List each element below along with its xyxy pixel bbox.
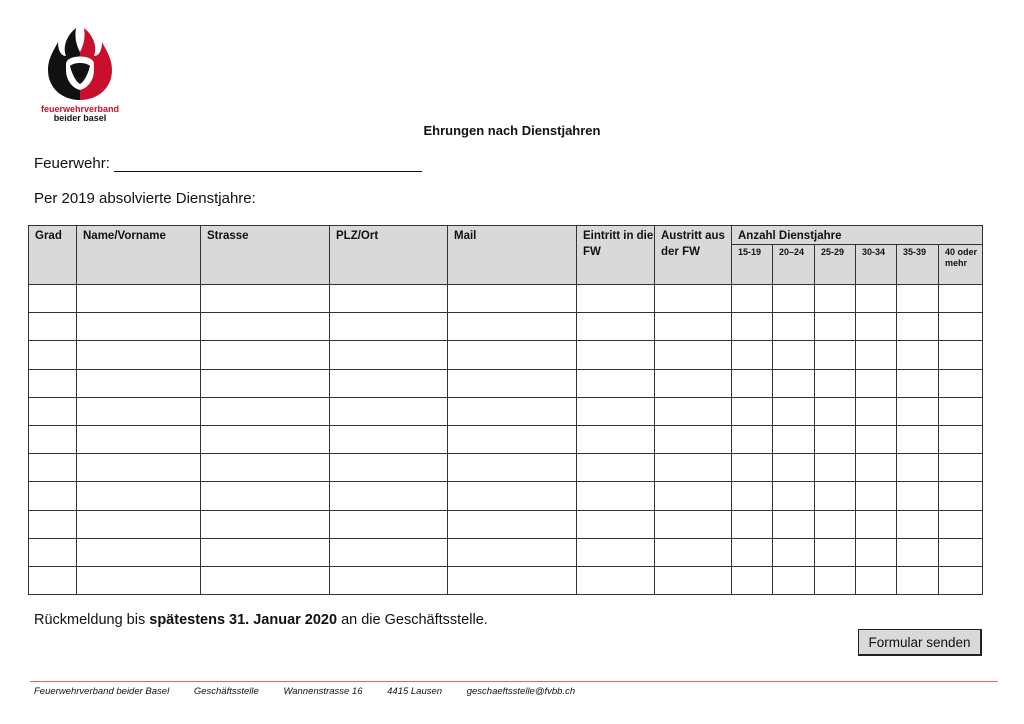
header-austritt: Austritt aus der FW (655, 226, 732, 285)
cell-strasse[interactable] (201, 538, 330, 566)
cell-name[interactable] (77, 369, 201, 397)
cell-plz-ort[interactable] (330, 425, 448, 453)
cell-mail[interactable] (448, 566, 577, 594)
cell-mail[interactable] (448, 285, 577, 313)
cell-years-35-39[interactable] (897, 538, 939, 566)
cell-years-40-plus[interactable] (939, 369, 983, 397)
cell-plz-ort[interactable] (330, 397, 448, 425)
cell-eintritt[interactable] (577, 510, 655, 538)
cell-years-20-24[interactable] (773, 285, 815, 313)
cell-austritt[interactable] (655, 341, 732, 369)
cell-years-35-39[interactable] (897, 482, 939, 510)
cell-years-30-34[interactable] (856, 397, 897, 425)
cell-years-30-34[interactable] (856, 510, 897, 538)
table-row (29, 397, 983, 425)
cell-mail[interactable] (448, 369, 577, 397)
logo-org-subname: beider basel (53, 113, 107, 123)
cell-mail[interactable] (448, 313, 577, 341)
cell-years-25-29[interactable] (815, 538, 856, 566)
fire-logo-icon (44, 26, 116, 102)
cell-years-25-29[interactable] (815, 397, 856, 425)
cell-austritt[interactable] (655, 369, 732, 397)
logo (32, 26, 128, 122)
cell-years-40-plus[interactable] (939, 566, 983, 594)
cell-name[interactable] (77, 313, 201, 341)
cell-grad[interactable] (29, 538, 77, 566)
cell-eintritt[interactable] (577, 538, 655, 566)
cell-years-35-39[interactable] (897, 566, 939, 594)
cell-mail[interactable] (448, 482, 577, 510)
cell-years-15-19[interactable] (732, 369, 773, 397)
cell-plz-ort[interactable] (330, 510, 448, 538)
cell-mail[interactable] (448, 425, 577, 453)
logo-org-name: feuerwehrverband (40, 104, 120, 114)
cell-years-25-29[interactable] (815, 566, 856, 594)
cell-strasse[interactable] (201, 510, 330, 538)
cell-grad[interactable] (29, 313, 77, 341)
cell-grad[interactable] (29, 341, 77, 369)
cell-years-30-34[interactable] (856, 369, 897, 397)
table-row (29, 285, 983, 313)
cell-austritt[interactable] (655, 454, 732, 482)
header-years-25-29: 25-29 (815, 245, 856, 285)
cell-years-35-39[interactable] (897, 510, 939, 538)
header-mail: Mail (448, 226, 577, 285)
cell-name[interactable] (77, 566, 201, 594)
cell-austritt[interactable] (655, 425, 732, 453)
header-years-15-19: 15-19 (732, 245, 773, 285)
cell-years-40-plus[interactable] (939, 341, 983, 369)
cell-years-20-24[interactable] (773, 369, 815, 397)
cell-mail[interactable] (448, 397, 577, 425)
header-grad: Grad (29, 226, 77, 285)
cell-years-35-39[interactable] (897, 397, 939, 425)
table-row (29, 313, 983, 341)
cell-eintritt[interactable] (577, 482, 655, 510)
cell-grad[interactable] (29, 285, 77, 313)
cell-plz-ort[interactable] (330, 341, 448, 369)
cell-years-40-plus[interactable] (939, 454, 983, 482)
cell-plz-ort[interactable] (330, 538, 448, 566)
header-years-30-34: 30-34 (856, 245, 897, 285)
table-row (29, 566, 983, 594)
honors-table (28, 225, 983, 595)
cell-eintritt[interactable] (577, 341, 655, 369)
cell-name[interactable] (77, 341, 201, 369)
cell-name[interactable] (77, 285, 201, 313)
cell-strasse[interactable] (201, 313, 330, 341)
cell-plz-ort[interactable] (330, 566, 448, 594)
cell-years-15-19[interactable] (732, 566, 773, 594)
cell-mail[interactable] (448, 341, 577, 369)
cell-years-40-plus[interactable] (939, 397, 983, 425)
cell-austritt[interactable] (655, 510, 732, 538)
cell-years-40-plus[interactable] (939, 313, 983, 341)
cell-grad[interactable] (29, 425, 77, 453)
cell-years-30-34[interactable] (856, 285, 897, 313)
cell-years-30-34[interactable] (856, 538, 897, 566)
header-years-20-24: 20–24 (773, 245, 815, 285)
cell-years-30-34[interactable] (856, 454, 897, 482)
cell-strasse[interactable] (201, 482, 330, 510)
cell-years-25-29[interactable] (815, 313, 856, 341)
cell-years-30-34[interactable] (856, 313, 897, 341)
cell-plz-ort[interactable] (330, 313, 448, 341)
cell-austritt[interactable] (655, 397, 732, 425)
cell-strasse[interactable] (201, 454, 330, 482)
cell-mail[interactable] (448, 510, 577, 538)
cell-years-25-29[interactable] (815, 425, 856, 453)
cell-grad[interactable] (29, 369, 77, 397)
cell-years-15-19[interactable] (732, 538, 773, 566)
cell-austritt[interactable] (655, 482, 732, 510)
cell-austritt[interactable] (655, 313, 732, 341)
cell-years-15-19[interactable] (732, 313, 773, 341)
footer-email: geschaeftsstelle@fvbb.ch (466, 686, 576, 697)
cell-years-35-39[interactable] (897, 313, 939, 341)
cell-years-30-34[interactable] (856, 341, 897, 369)
cell-years-20-24[interactable] (773, 538, 815, 566)
cell-grad[interactable] (29, 482, 77, 510)
cell-grad[interactable] (29, 454, 77, 482)
cell-years-40-plus[interactable] (939, 510, 983, 538)
cell-grad[interactable] (29, 397, 77, 425)
cell-mail[interactable] (448, 454, 577, 482)
cell-years-15-19[interactable] (732, 397, 773, 425)
table-row (29, 425, 983, 453)
cell-years-35-39[interactable] (897, 454, 939, 482)
cell-years-35-39[interactable] (897, 425, 939, 453)
table-row (29, 482, 983, 510)
cell-strasse[interactable] (201, 566, 330, 594)
cell-eintritt[interactable] (577, 454, 655, 482)
table-row (29, 538, 983, 566)
cell-years-25-29[interactable] (815, 341, 856, 369)
cell-years-15-19[interactable] (732, 341, 773, 369)
cell-years-20-24[interactable] (773, 482, 815, 510)
cell-austritt[interactable] (655, 566, 732, 594)
cell-plz-ort[interactable] (330, 482, 448, 510)
cell-years-30-34[interactable] (856, 566, 897, 594)
table-row (29, 454, 983, 482)
footer (34, 686, 597, 697)
cell-years-35-39[interactable] (897, 285, 939, 313)
cell-strasse[interactable] (201, 397, 330, 425)
cell-years-15-19[interactable] (732, 510, 773, 538)
cell-strasse[interactable] (201, 341, 330, 369)
cell-grad[interactable] (29, 566, 77, 594)
cell-years-20-24[interactable] (773, 341, 815, 369)
cell-mail[interactable] (448, 538, 577, 566)
header-eintritt: Eintritt in die FW (577, 226, 655, 285)
footer-office: Geschäftsstelle (193, 686, 259, 697)
table-row (29, 510, 983, 538)
cell-years-20-24[interactable] (773, 425, 815, 453)
cell-years-20-24[interactable] (773, 566, 815, 594)
cell-austritt[interactable] (655, 285, 732, 313)
cell-years-15-19[interactable] (732, 285, 773, 313)
note-pre: Rückmeldung bis (34, 612, 150, 628)
cell-years-25-29[interactable] (815, 482, 856, 510)
cell-years-20-24[interactable] (773, 454, 815, 482)
cell-years-20-24[interactable] (773, 510, 815, 538)
cell-name[interactable] (77, 397, 201, 425)
cell-eintritt[interactable] (577, 425, 655, 453)
submit-form-button[interactable]: Formular senden (858, 629, 982, 656)
header-name: Name/Vorname (77, 226, 201, 285)
cell-years-40-plus[interactable] (939, 482, 983, 510)
footer-divider (30, 681, 998, 682)
cell-years-15-19[interactable] (732, 425, 773, 453)
cell-years-15-19[interactable] (732, 454, 773, 482)
cell-name[interactable] (77, 510, 201, 538)
cell-strasse[interactable] (201, 425, 330, 453)
header-strasse: Strasse (201, 226, 330, 285)
feuerwehr-label: Feuerwehr: (34, 155, 110, 172)
header-anzahl-dienstjahre: Anzahl Dienstjahre (732, 226, 983, 245)
header-years-35-39: 35-39 (897, 245, 939, 285)
note-post: an die Geschäftsstelle. (337, 612, 488, 628)
deadline-note (34, 612, 488, 628)
cell-years-35-39[interactable] (897, 341, 939, 369)
cell-years-15-19[interactable] (732, 482, 773, 510)
header-plz-ort: PLZ/Ort (330, 226, 448, 285)
service-years-label: Per 2019 absolvierte Dienstjahre: (34, 190, 256, 207)
cell-years-25-29[interactable] (815, 510, 856, 538)
cell-years-20-24[interactable] (773, 313, 815, 341)
table-row (29, 341, 983, 369)
table-row (29, 369, 983, 397)
cell-plz-ort[interactable] (330, 454, 448, 482)
cell-name[interactable] (77, 454, 201, 482)
cell-years-25-29[interactable] (815, 369, 856, 397)
header-years-40-plus: 40 oder mehr (939, 245, 983, 285)
footer-street: Wannenstrasse 16 (283, 686, 363, 697)
cell-eintritt[interactable] (577, 397, 655, 425)
cell-austritt[interactable] (655, 538, 732, 566)
cell-strasse[interactable] (201, 369, 330, 397)
cell-years-40-plus[interactable] (939, 425, 983, 453)
note-deadline: spätestens 31. Januar 2020 (149, 612, 338, 628)
feuerwehr-input[interactable] (114, 158, 422, 172)
cell-years-35-39[interactable] (897, 369, 939, 397)
cell-plz-ort[interactable] (330, 369, 448, 397)
cell-years-25-29[interactable] (815, 285, 856, 313)
cell-eintritt[interactable] (577, 313, 655, 341)
cell-name[interactable] (77, 538, 201, 566)
cell-years-25-29[interactable] (815, 454, 856, 482)
cell-years-20-24[interactable] (773, 397, 815, 425)
cell-name[interactable] (77, 482, 201, 510)
cell-years-30-34[interactable] (856, 482, 897, 510)
footer-city: 4415 Lausen (387, 686, 443, 697)
cell-eintritt[interactable] (577, 369, 655, 397)
cell-plz-ort[interactable] (330, 285, 448, 313)
cell-name[interactable] (77, 425, 201, 453)
cell-years-30-34[interactable] (856, 425, 897, 453)
cell-eintritt[interactable] (577, 285, 655, 313)
cell-grad[interactable] (29, 510, 77, 538)
feuerwehr-field (34, 155, 422, 172)
page-title: Ehrungen nach Dienstjahren (423, 123, 601, 138)
cell-years-40-plus[interactable] (939, 285, 983, 313)
cell-strasse[interactable] (201, 285, 330, 313)
footer-org: Feuerwehrverband beider Basel (34, 686, 170, 697)
cell-eintritt[interactable] (577, 566, 655, 594)
cell-years-40-plus[interactable] (939, 538, 983, 566)
